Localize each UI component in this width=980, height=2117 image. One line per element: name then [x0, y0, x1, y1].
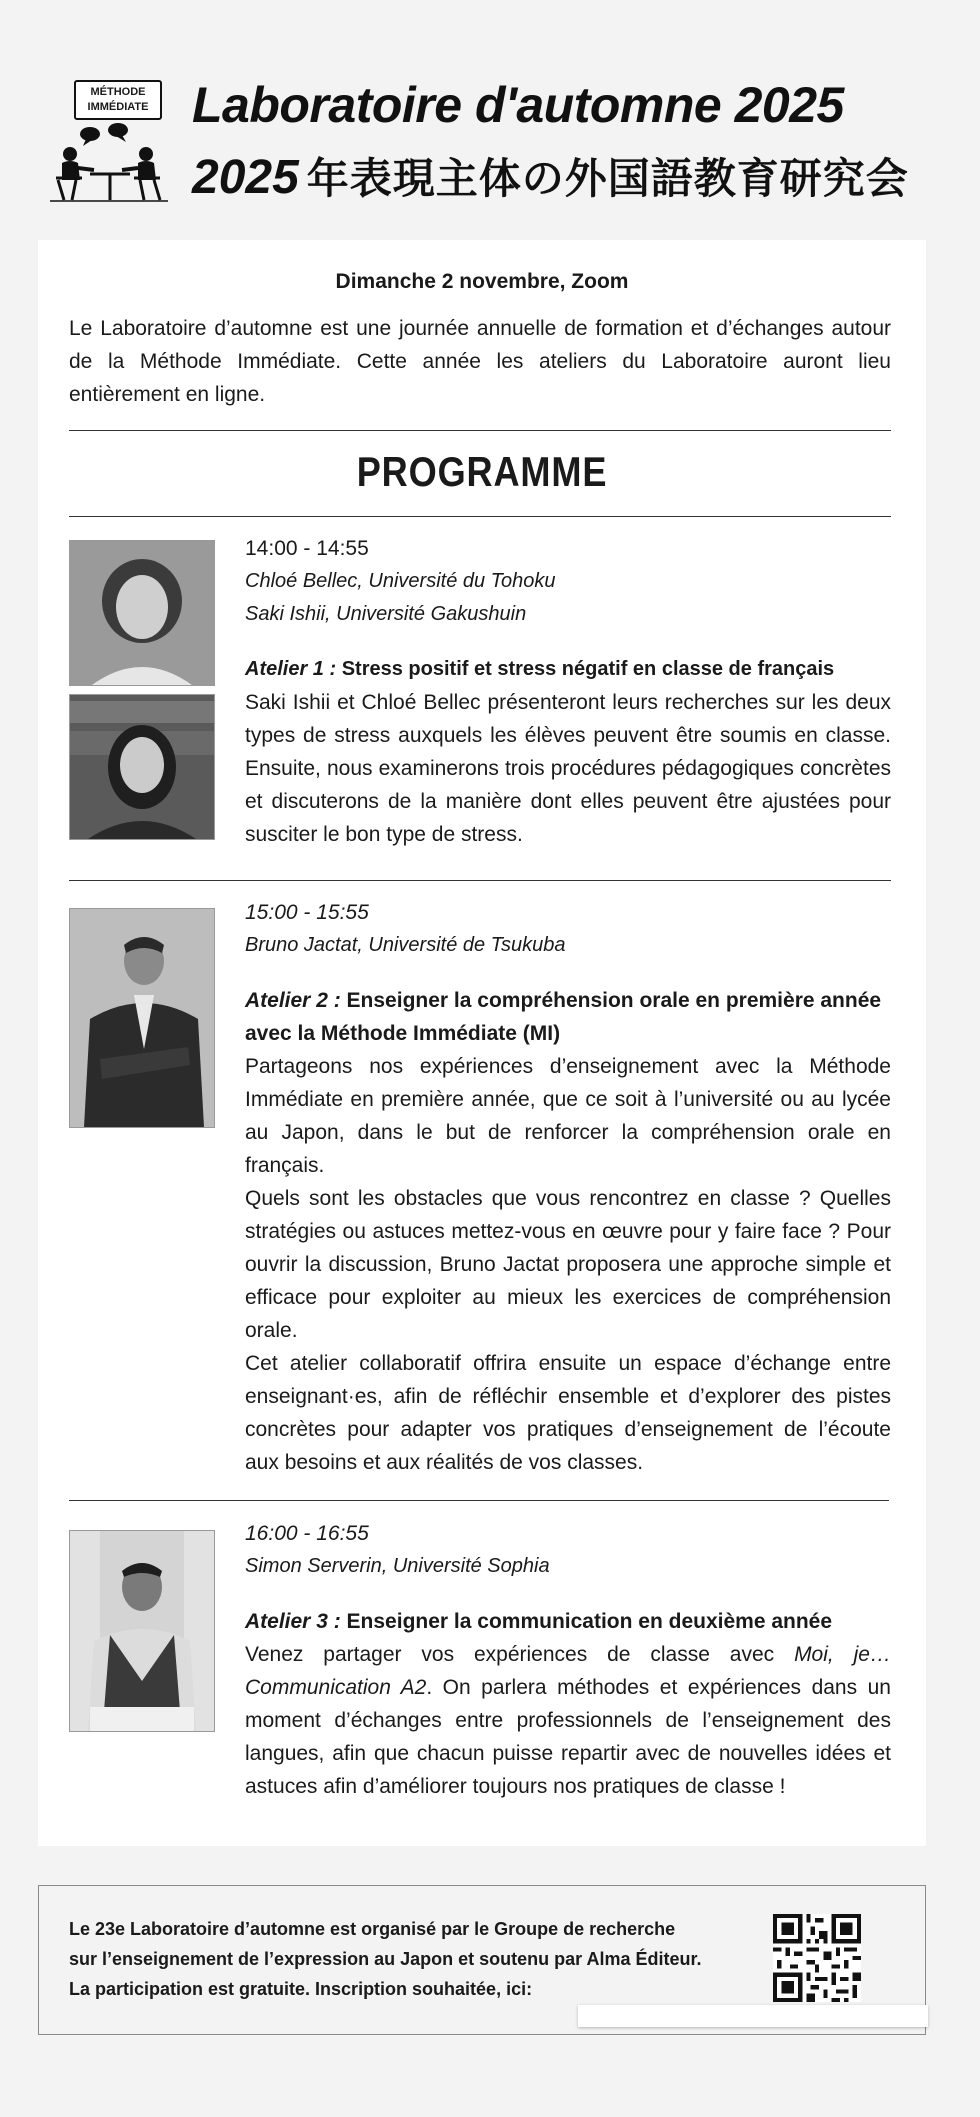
session-1: [245, 532, 891, 851]
title-jp: 年表現主体の外国語教育研究会: [306, 154, 909, 203]
speaker-photo-simon-serverin: [69, 1530, 215, 1732]
title-year: 2025: [192, 151, 299, 204]
divider: [69, 516, 891, 517]
speaker-name: Chloé Bellec, Université du Tohoku: [245, 570, 556, 592]
footer-line1: Le 23e Laboratoire d’automne est organisé par le Groupe de recherche: [69, 1919, 676, 1939]
speaker-photo-chloe-bellec: [69, 540, 215, 686]
logo-label-box: [74, 80, 162, 120]
footer-line2: sur l’enseignement de l’expression au Japon et soutenu par Alma Éditeur.: [69, 1949, 702, 1969]
page-title: Laboratoire d'automne 2025: [192, 77, 844, 133]
atelier-description-p2: Quels sont les obstacles que vous rencontrez en classe ? Quelles stratégies ou astuces mettez-vous en œuvre pour y faire face ? Pour ouvrir la discussion, Bruno Jactat proposera une approche simple et efficace pour exploiter au mieux les exercices de compréhension orale.: [245, 1187, 891, 1342]
logo-line2: IMMÉDIATE: [87, 101, 149, 113]
atelier-heading: [245, 653, 891, 686]
speaker-name: Bruno Jactat, Université de Tsukuba: [245, 934, 566, 956]
speaker-name: Saki Ishii, Université Gakushuin: [245, 603, 527, 625]
divider: [69, 880, 891, 881]
footer-text: [69, 1914, 769, 2004]
atelier-title: Stress positif et stress négatif en classe de français: [341, 658, 835, 680]
divider: [69, 1500, 889, 1501]
session-time: 14:00 - 14:55: [245, 537, 369, 560]
page-title-japanese: [192, 146, 909, 206]
session-time: 15:00 - 15:55: [245, 901, 369, 924]
logo-line1: MÉTHODE: [90, 86, 146, 98]
conversation-people-icon: [50, 120, 168, 202]
divider: [69, 430, 891, 431]
atelier-description: [245, 1638, 891, 1803]
atelier-description-p3: Cet atelier collaboratif offrira ensuite un espace d’échange entre enseignant·es, afin de réfléchir ensemble et d’explorer des pistes concrètes pour adapter vos pratiques d’enseignement de l’écoute aux besoins et aux réalités de vos classes.: [245, 1352, 891, 1474]
atelier-title: Enseigner la communication en deuxième année: [346, 1610, 833, 1633]
atelier-heading: [245, 984, 891, 1050]
programme-card: [38, 240, 926, 1846]
session-3: [245, 1517, 891, 1803]
footer-strip: [578, 2005, 928, 2027]
registration-qr-code[interactable]: [773, 1914, 861, 2002]
desc-before: Venez partager vos expériences de classe avec: [245, 1643, 795, 1666]
book-title: Moi, je… Communication A2: [245, 1643, 891, 1699]
header: [0, 0, 980, 230]
atelier-label: Atelier 1 :: [245, 658, 337, 680]
desc-after: . On parlera méthodes et expériences dans un moment d’échanges entre professionnels de l’enseignement des langues, afin que chacun puisse repartir avec de nouvelles idées et astuces afin d’améliorer toujours nos pratiques de classe !: [245, 1676, 891, 1798]
session-2: [245, 896, 891, 1479]
atelier-label: Atelier 3 :: [245, 1610, 341, 1633]
methode-immediate-logo: [50, 80, 168, 202]
programme-heading: PROGRAMME: [356, 448, 608, 495]
atelier-description-p1: Partageons nos expériences d’enseignement avec la Méthode Immédiate en première année, que ce soit à l’université ou au lycée au Japon, dans le but de renforcer la compréhension orale en français.: [245, 1055, 891, 1177]
event-date: Dimanche 2 novembre, Zoom: [335, 270, 629, 293]
speaker-photo-saki-ishii: [69, 694, 215, 840]
intro-text: Le Laboratoire d’automne est une journée annuelle de formation et d’échanges autour de la Méthode Immédiate. Cette année les ateliers du Laboratoire auront lieu entièrement en ligne.: [69, 317, 891, 406]
speaker-photo-bruno-jactat: [69, 908, 215, 1128]
atelier-description: Saki Ishii et Chloé Bellec présenteront leurs recherches sur les deux types de stress auxquels les élèves peuvent être soumis en classe. Ensuite, nous examinerons trois procédures pédagogiques concrètes et discuterons de la manière dont elles peuvent être ajustées pour susciter le bon type de stress.: [245, 691, 891, 846]
session-time: 16:00 - 16:55: [245, 1522, 369, 1545]
footer-line3: La participation est gratuite. Inscription souhaitée, ici:: [69, 1979, 533, 1999]
atelier-title: Enseigner la compréhension orale en première année avec la Méthode Immédiate (MI): [245, 989, 882, 1045]
speaker-name: Simon Serverin, Université Sophia: [245, 1555, 550, 1577]
atelier-label: Atelier 2 :: [245, 989, 341, 1012]
atelier-heading: [245, 1605, 891, 1638]
